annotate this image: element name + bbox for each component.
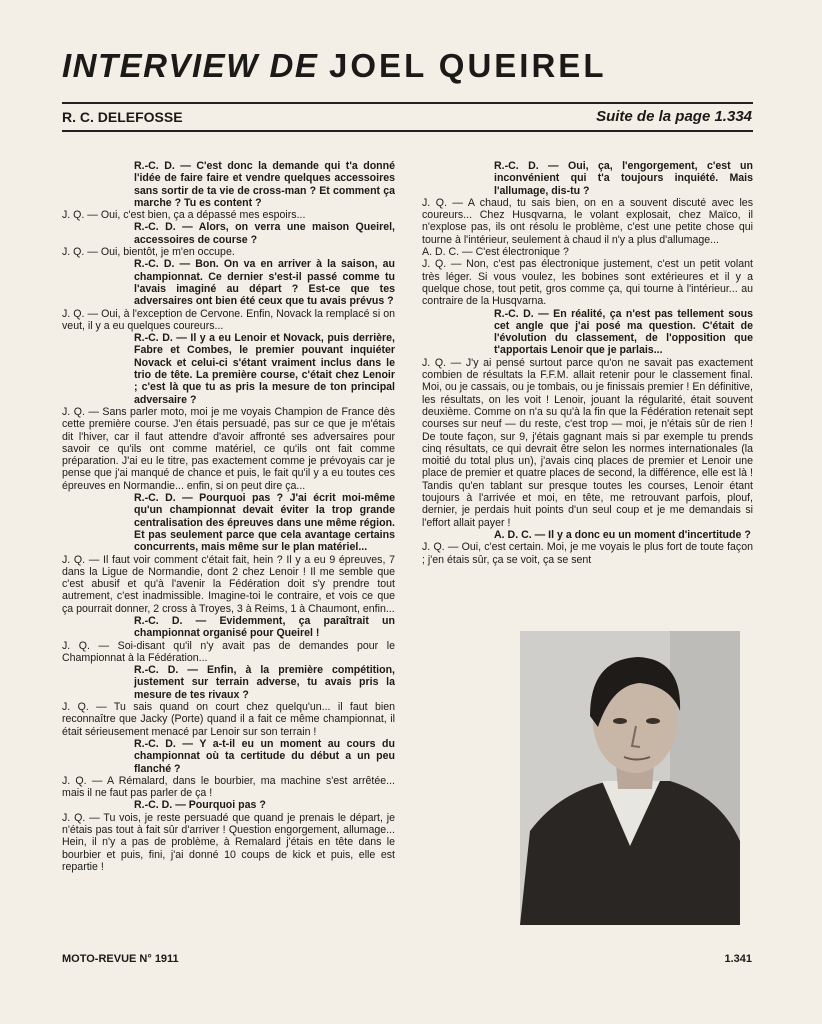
answer-paragraph: J. Q. — Oui, c'est certain. Moi, je me voyais le plus fort de toute façon ; j'en étais sûr, ça se voit, ça se sent: [422, 541, 753, 566]
answer-paragraph: J. Q. — Sans parler moto, moi je me voyais Champion de France dès cette première course. J'en étais persuadé, pas sur ce que je m'étais dit l'hiver, car il faut attendre d'avoir affronté ses adversaires pour savoir ce qu'ils ont comme matériel, ce qu'ils ont fait comme préparation. J'ai eu le titre, pas exactement comme je prévoyais car je pense que j'ai manqué de chance et puis, le fait qu'il y a eu toutes ces épreuves en Normandie... enfin, si on peut dire ça...: [62, 405, 395, 492]
article-column-right: [422, 160, 753, 620]
question-paragraph: R.-C. D. — Bon. On va en arriver à la saison, au championnat. Ce dernier s'est-il passé comme tu l'avais imaginé au départ ? Est-ce que tes adversaires ont bien été ceux que tu avais prévus ?: [134, 258, 395, 308]
answer-paragraph: J. Q. — A chaud, tu sais bien, on en a souvent discuté avec les coureurs... Chez Husqvarna, le volant explosait, chez Maïco, il n'explose pas, ils ont résolu le problème, c'est une petite chose qui tourne à l'intérieur, seulement à chaud il n'y a plus d'allumage...: [422, 196, 753, 246]
answer-paragraph: J. Q. — Tu vois, je reste persuadé que quand je prenais le départ, je n'étais pas tout à fait sûr d'arriver ! Question engorgement, allumage... Hein, il n'y a pas de problème, à Remalard j'étais en tête dans le bourbier et puis, fini, j'ai donné 10 coups de kick et puis, elle est repartie !: [62, 811, 395, 873]
question-paragraph: A. D. C. — Il y a donc eu un moment d'incertitude ?: [494, 528, 751, 541]
page-title: [62, 47, 752, 97]
answer-paragraph: J. Q. — J'y ai pensé surtout parce qu'on ne savait pas exactement combien de résultats la F.F.M. allait retenir pour le classement final. Moi, ou je cassais, ou je tombais, ou je finissais premier ! En définitive, les résultats, on les voit ! Lenoir, jouant la régularité, était souvent deuxième. Comme on n'a su qu'à la fin que la Fédération retenait sept courses sur neuf — du reste, c'est trop — moi, je n'étais sûr de rien ! De toute façon, sur 9, j'étais gagnant mais si par exemple tu prends cinq résultats, ce qui devrait être selon les normes internationales (la moitié du total plus un), j'avais cinq places de premier et Lenoir une place de premier et quatre places de second, la différence, elle est là ! Tandis qu'en tablant sur presque toutes les courses, Lenoir étant toujours à l'arrivée et moi, en tête, me retrouvant parfois, plouf, dernier, je perdais huit points d'un seul coup et je me demandais si l'effort allait payer !: [422, 356, 753, 529]
question-paragraph: R.-C. D. — Oui, ça, l'engorgement, c'est un inconvénient qui t'a toujours inquiété. Mais l'allumage, dis-tu ?: [494, 160, 753, 197]
header-rule-bottom: [62, 130, 753, 132]
question-paragraph: R.-C. D. — Il y a eu Lenoir et Novack, puis derrière, Fabre et Combes, le premier pouvant inquiéter Novack et celui-ci s'étant vraiment inclus dans le trio de tête. La première course, c'était chez Lenoir ; c'est là que tu as pris la mesure de ton principal adversaire ?: [134, 332, 395, 406]
answer-paragraph: A. D. C. — C'est électronique ?: [422, 246, 569, 259]
title-name: JOEL QUEIREL: [329, 47, 607, 84]
answer-paragraph: J. Q. — Il faut voir comment c'était fait, hein ? Il y a eu 9 épreuves, 7 dans la Ligue de Normandie, dont 2 chez Lenoir ! Il me semble que c'est abusif et qu'à l'avenir la Fédération doit s'y prendre tout autrement, c'est inadmissible. Imagine-toi le contraire, et vois ce que ça pourrait donner, 2 cross à Troyes, 3 à Reims, 1 à Chaumont, enfin...: [62, 553, 395, 615]
footer-magazine-issue: MOTO-REVUE N° 1911: [62, 953, 179, 965]
answer-paragraph: J. Q. — Oui, bientôt, je m'en occupe.: [62, 246, 235, 259]
portrait-photo: [520, 631, 740, 925]
title-interview-de: INTERVIEW DE: [62, 47, 319, 84]
question-paragraph: R.-C. D. — C'est donc la demande qui t'a donné l'idée de faire faire et vendre quelques accessoires sans sortir de ta vie de cross-man ? Et comment ça marche ? Tu es content ?: [134, 160, 395, 209]
question-paragraph: R.-C. D. — En réalité, ça n'est pas tellement sous cet angle que j'ai posé ma question. C'était de l'évolution du classement, de l'opposition que t'apportais Lenoir que je parlais...: [494, 307, 753, 357]
article-column-left: [62, 160, 395, 940]
question-paragraph: R.-C. D. — Evidemment, ça paraîtrait un championnat organisé pour Queirel !: [134, 614, 395, 640]
question-paragraph: R.-C. D. — Pourquoi pas ?: [134, 799, 266, 812]
portrait-illustration: [520, 631, 740, 925]
author-byline: R. C. DELEFOSSE: [62, 109, 183, 125]
answer-paragraph: J. Q. — Oui, c'est bien, ça a dépassé mes espoirs...: [62, 209, 306, 222]
footer-page-number: 1.341: [724, 953, 752, 965]
answer-paragraph: J. Q. — Non, c'est pas électronique justement, c'est un petit volant très léger. Si vous voulez, les bobines sont extérieures et il y a quelque chose, tout petit, gros comme ça, qui tourne à l'intérieur... au contraire de la Husqvarna.: [422, 258, 753, 308]
question-paragraph: R.-C. D. — Enfin, à la première compétition, justement sur terrain adverse, tu avais pris la mesure de tes rivaux ?: [134, 664, 395, 701]
answer-paragraph: J. Q. — Tu sais quand on court chez quelqu'un... il faut bien reconnaître que Jacky (Porte) quand il a fait ce même championnat, il était sérieusement menacé par Lenoir sur son terrain !: [62, 701, 395, 738]
answer-paragraph: J. Q. — Soi-disant qu'il n'y avait pas de demandes pour le Championnat à la Fédération...: [62, 639, 395, 664]
question-paragraph: R.-C. D. — Y a-t-il eu un moment au cours du championnat où ta certitude du début a un peu flanché ?: [134, 737, 395, 775]
question-paragraph: R.-C. D. — Pourquoi pas ? J'ai écrit moi-même qu'un championnat devait éviter la trop grande centralisation des épreuves dans une même région. Et pas seulement parce que cela avantage certains concurrents, mais même sur le plan matériel...: [134, 492, 395, 554]
answer-paragraph: J. Q. — A Rémalard, dans le bourbier, ma machine s'est arrêtée... mais il ne faut pas parler de ça !: [62, 774, 395, 800]
answer-paragraph: J. Q. — Oui, à l'exception de Cervone. Enfin, Novack la remplacé si on veut, il y a eu quelques coureurs...: [62, 307, 395, 332]
header-rule-top: [62, 102, 753, 104]
continued-from-note: Suite de la page 1.334: [596, 108, 752, 125]
question-paragraph: R.-C. D. — Alors, on verra une maison Queirel, accessoires de course ?: [134, 221, 395, 246]
